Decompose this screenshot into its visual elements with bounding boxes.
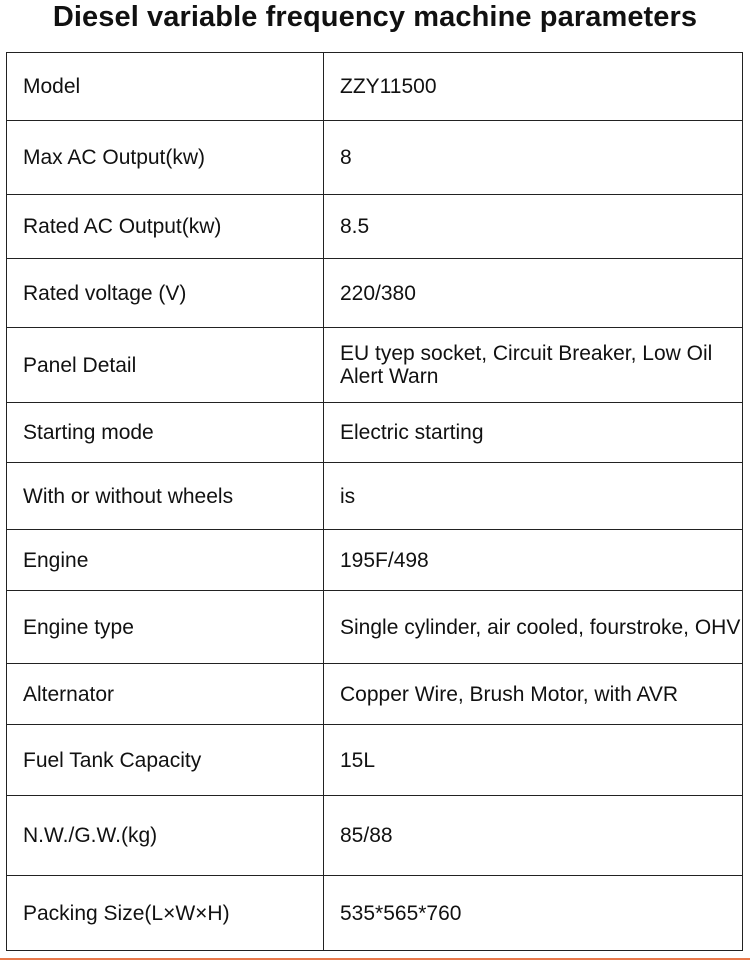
row-label: Packing Size(L×W×H) — [7, 876, 324, 951]
row-value: EU tyep socket, Circuit Breaker, Low Oil Alert Warn — [324, 328, 743, 403]
parameters-table — [6, 52, 743, 951]
row-label: Rated voltage (V) — [7, 259, 324, 328]
row-value: 220/380 — [324, 259, 743, 328]
table-row — [7, 876, 743, 951]
row-value: Electric starting — [324, 403, 743, 463]
row-value: Single cylinder, air cooled, fourstroke, OHV — [324, 591, 743, 664]
row-value: 8 — [324, 121, 743, 195]
row-label: Engine type — [7, 591, 324, 664]
table-row — [7, 195, 743, 259]
row-label: Engine — [7, 530, 324, 591]
table-row — [7, 463, 743, 530]
row-value: 85/88 — [324, 796, 743, 876]
row-label: Panel Detail — [7, 328, 324, 403]
table-row — [7, 591, 743, 664]
table-row — [7, 328, 743, 403]
table-row — [7, 403, 743, 463]
table-row — [7, 530, 743, 591]
bottom-divider — [0, 958, 750, 960]
row-label: N.W./G.W.(kg) — [7, 796, 324, 876]
row-value: 195F/498 — [324, 530, 743, 591]
page-title: Diesel variable frequency machine parameters — [52, 1, 698, 33]
row-label: Rated AC Output(kw) — [7, 195, 324, 259]
table-row — [7, 121, 743, 195]
row-value: 8.5 — [324, 195, 743, 259]
table-row — [7, 259, 743, 328]
row-value: Copper Wire, Brush Motor, with AVR — [324, 664, 743, 725]
table-row — [7, 664, 743, 725]
table-row — [7, 796, 743, 876]
row-label: Fuel Tank Capacity — [7, 725, 324, 796]
row-value: ZZY11500 — [324, 53, 743, 121]
row-label: Model — [7, 53, 324, 121]
row-label: Max AC Output(kw) — [7, 121, 324, 195]
table-row — [7, 53, 743, 121]
row-label: Alternator — [7, 664, 324, 725]
row-value: 535*565*760 — [324, 876, 743, 951]
row-value: is — [324, 463, 743, 530]
row-label: Starting mode — [7, 403, 324, 463]
row-value: 15L — [324, 725, 743, 796]
row-label: With or without wheels — [7, 463, 324, 530]
table-row — [7, 725, 743, 796]
